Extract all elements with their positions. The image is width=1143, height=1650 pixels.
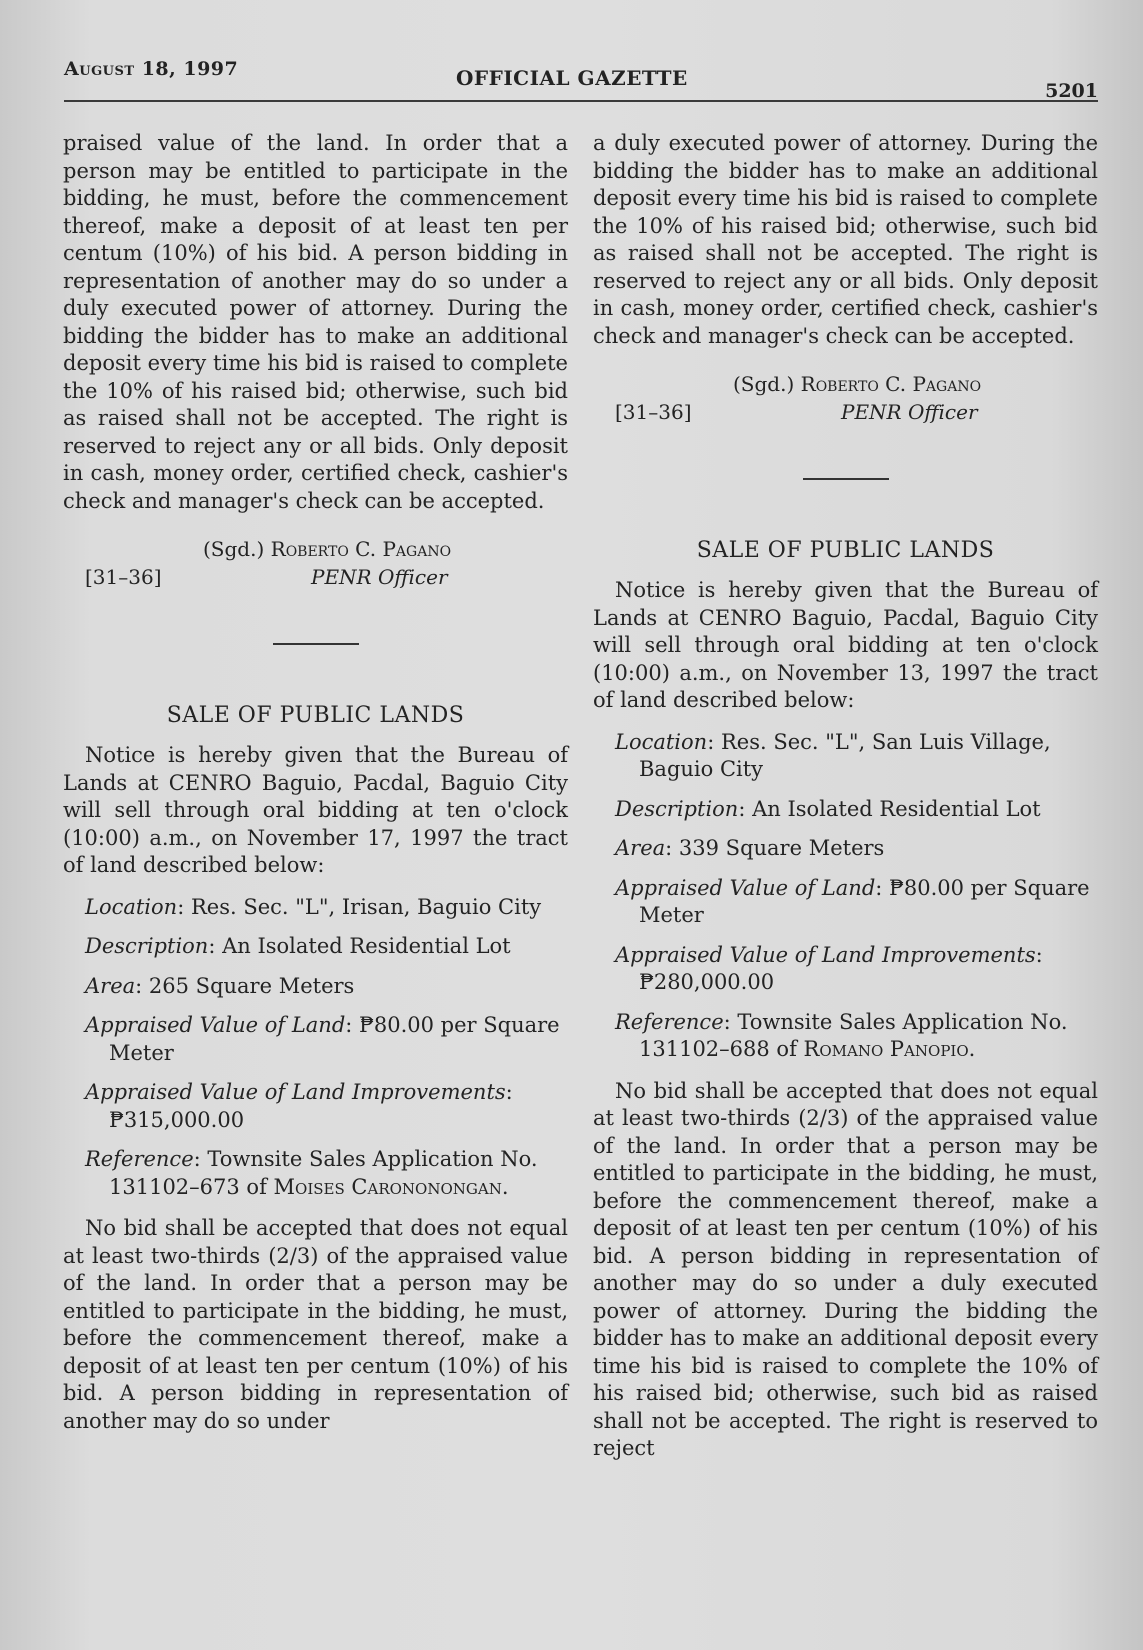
applicant-name: Moises Carononongan. (273, 1174, 509, 1199)
field-area: Area: 265 Square Meters (85, 973, 355, 998)
field-area: Area: 339 Square Meters (615, 836, 885, 860)
notice-intro: Notice is hereby given that the Bureau of Lands at CENRO Baguio, Pacdal, Baguio City will sell through oral bidding at ten o'clock (10:00) a.m., on November 13, 1997 the tract of land described below: (593, 578, 1098, 712)
field-label: Appraised Value of Land (615, 875, 876, 900)
signatory-name: Roberto C. Pagano (270, 537, 452, 561)
terms-paragraph: No bid shall be accepted that does not equal at least two-thirds (2/3) of the appraised value of the land. In order that a person may be entitled to participate in the bidding, he must, before the commencement thereof, make a deposit of at least ten per centum (10%) of his bid. A person bidding in representation of another may do so under (63, 1216, 568, 1433)
field-improvements-value: Appraised Value of Land Improvements: ₱315,000.00 (85, 1080, 513, 1132)
section-divider (803, 478, 889, 480)
applicant-name: Romano Panopio. (803, 1037, 976, 1061)
issue-reference: [31–36] (85, 565, 162, 589)
header-page-number: 5201 (1045, 80, 1098, 102)
field-label: Location (85, 894, 178, 919)
page-header (64, 58, 1098, 106)
field-land-value: Appraised Value of Land: ₱80.00 per Square Meter (615, 875, 1090, 927)
notice-intro: Notice is hereby given that the Bureau of Lands at CENRO Baguio, Pacdal, Baguio City will sell through oral bidding at ten o'clock (10:00) a.m., on November 17, 1997 the tract of land described below: (63, 743, 568, 877)
field-value: An Isolated Residential Lot (222, 934, 511, 958)
section-divider (273, 643, 359, 645)
signature-block (593, 372, 1098, 430)
field-value: Res. Sec. "L", San Luis Village, Baguio City (639, 729, 1051, 781)
field-label: Description (85, 934, 209, 958)
field-label: Area (85, 973, 136, 998)
field-value: ₱80.00 per Square Meter (639, 875, 1090, 927)
field-label: Appraised Value of Land Improvements (615, 942, 1036, 967)
continued-paragraph: a duly executed power of attorney. During the bidding the bidder has to make an additional deposit every time his bid is raised to complete the 10% of his raised bid; otherwise, such bid as raised shall not be accepted. The right is reserved to reject any or all bids. Only deposit in cash, money order, certified check, cashier's check and manager's check can be accepted. (593, 131, 1098, 348)
left-column (63, 130, 568, 1435)
field-value: ₱315,000.00 (109, 1107, 245, 1132)
field-reference: Reference: Townsite Sales Application No. 131102–673 of Moises Carononongan. (85, 1147, 538, 1199)
field-value: Townsite Sales Application No. 131102–673 of (109, 1147, 538, 1199)
field-value: An Isolated Residential Lot (752, 796, 1041, 821)
field-value: ₱80.00 per Square Meter (109, 1013, 560, 1065)
signature-line (733, 372, 981, 396)
terms-paragraph: No bid shall be accepted that does not equal at least two-thirds (2/3) of the appraised value of the land. In order that a person may be entitled to participate in the bidding, he must, before the commencement thereof, make a deposit of at least ten per centum (10%) of his bid. A person bidding in representation of another may do so under a duly executed power of attorney. During the bidding the bidder has to make an additional deposit every time his bid is raised to complete the 10% of his raised bid; otherwise, such bid as raised shall not be accepted. The right is reserved to reject (593, 1078, 1098, 1460)
field-label: Appraised Value of Land Improvements (85, 1080, 506, 1104)
notice-heading: SALE OF PUBLIC LANDS (166, 703, 465, 728)
field-land-value: Appraised Value of Land: ₱80.00 per Square Meter (85, 1013, 560, 1065)
field-label: Area (615, 836, 666, 860)
field-label: Reference (85, 1147, 194, 1171)
field-improvements-value: Appraised Value of Land Improvements: ₱280,000.00 (615, 942, 1043, 994)
signature-block (63, 537, 568, 595)
signature-sgd: (Sgd.) (733, 372, 795, 396)
field-value: Res. Sec. "L", Irisan, Baguio City (190, 894, 542, 919)
field-location: Location: Res. Sec. "L", Irisan, Baguio City (85, 894, 542, 919)
field-label: Reference (615, 1009, 724, 1034)
signatory-name: Roberto C. Pagano (800, 372, 982, 396)
header-title: OFFICIAL GAZETTE (456, 66, 688, 90)
field-location: Location: Res. Sec. "L", San Luis Village, Baguio City (615, 729, 1051, 781)
field-value: Townsite Sales Application No. 131102–688 of (639, 1009, 1068, 1061)
notice-heading: SALE OF PUBLIC LANDS (696, 538, 995, 563)
signature-sgd: (Sgd.) (203, 537, 265, 561)
continued-paragraph: praised value of the land. In order that a person may be entitled to participate in the bidding, he must, before the commencement thereof, make a deposit of at least ten per centum (10%) of his bid. A person bidding in representation of another may do so under a duly executed power of attorney. During the bidding the bidder has to make an additional deposit every time his bid is raised to complete the 10% of his raised bid; otherwise, such bid as raised shall not be accepted. The right is reserved to reject any or all bids. Only deposit in cash, money order, certified check, cashier's check and manager's check can be accepted. (63, 131, 568, 513)
field-description: Description: An Isolated Residential Lot (615, 796, 1041, 821)
signatory-office: PENR Officer (311, 565, 448, 589)
signature-line (203, 537, 451, 561)
right-column (593, 130, 1098, 1463)
header-rule (64, 100, 1098, 102)
field-label: Description (615, 796, 739, 821)
header-date: August 18, 1997 (64, 58, 239, 80)
field-value: 339 Square Meters (678, 836, 885, 860)
field-reference: Reference: Townsite Sales Application No. 131102–688 of Romano Panopio. (615, 1009, 1068, 1061)
field-value: 265 Square Meters (148, 973, 355, 998)
field-value: ₱280,000.00 (639, 970, 775, 994)
signatory-office: PENR Officer (841, 400, 978, 424)
field-label: Appraised Value of Land (85, 1013, 346, 1037)
field-description: Description: An Isolated Residential Lot (85, 934, 511, 958)
field-label: Location (615, 729, 708, 754)
issue-reference: [31–36] (615, 400, 692, 424)
